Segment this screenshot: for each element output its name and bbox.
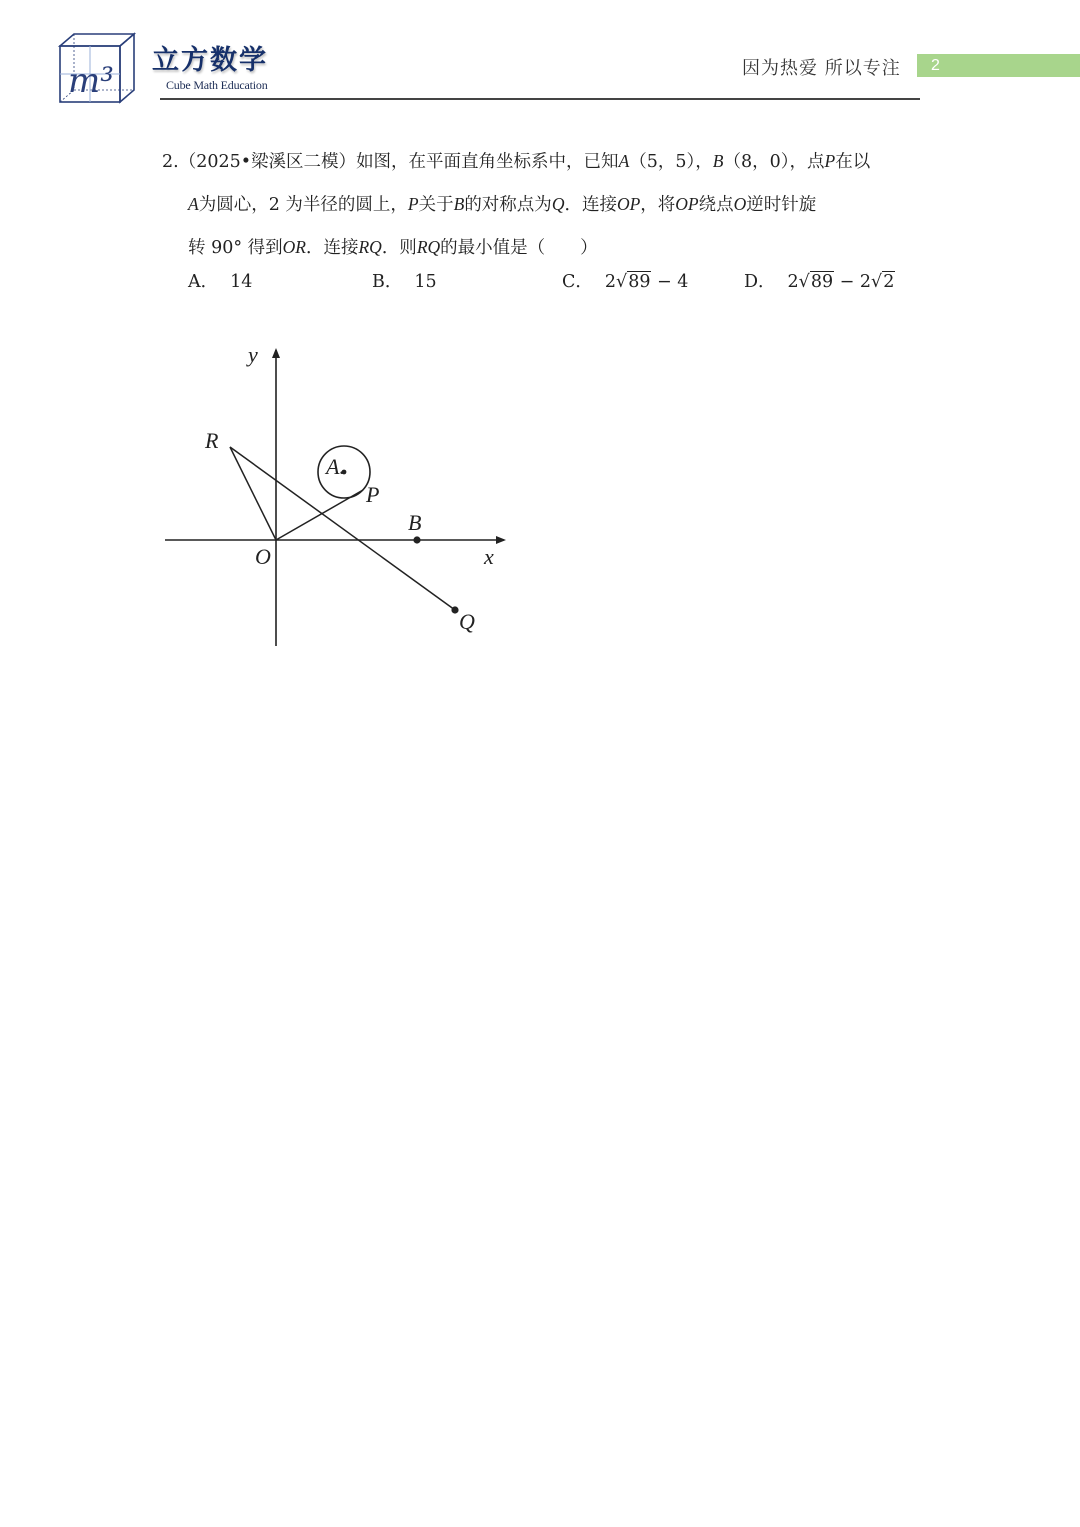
question-text: ．连接 (564, 195, 617, 215)
question-text: ．连接 (305, 238, 359, 258)
cube-logo-icon (56, 30, 136, 104)
question-block (162, 140, 922, 269)
coordinate-figure (160, 340, 520, 655)
logo-text: 立方数学 (152, 45, 268, 76)
y-axis-label: y (248, 342, 258, 367)
question-text: ．则 (381, 238, 417, 258)
question-line-2 (162, 183, 922, 226)
question-line-3 (162, 226, 922, 269)
point-a-ref: A (618, 151, 630, 171)
point-r-label: R (205, 428, 219, 453)
answer-options (188, 268, 928, 298)
point-p-ref: P (407, 194, 419, 214)
option-letter: A． (188, 272, 219, 292)
point-b-ref: B (453, 194, 465, 214)
segment-op (276, 490, 363, 540)
question-number: 2. (162, 152, 179, 172)
point-b-label: B (408, 510, 422, 535)
logo-subtitle: Cube Math Education (166, 78, 268, 92)
question-source: （2025•梁溪区二模） (178, 152, 357, 172)
question-text: 的对称点为 (464, 195, 552, 215)
point-b-dot (413, 536, 420, 543)
point-a-ref: A (188, 194, 199, 214)
option-value-suffix: − 2√ (834, 272, 883, 292)
question-text: 关于 (418, 195, 454, 215)
question-text: 在以 (835, 152, 871, 172)
origin-label: O (255, 544, 271, 569)
option-letter: D． (744, 272, 776, 292)
point-p-label: P (366, 482, 380, 507)
question-text: 绕点 (698, 195, 734, 215)
x-axis-label: x (484, 544, 494, 569)
option-c[interactable] (562, 268, 688, 293)
option-value-suffix: − 4 (651, 272, 689, 292)
option-value-prefix: 2√ (604, 272, 628, 292)
question-text: 为圆心，2 为半径的圆上， (198, 195, 408, 215)
question-text: 的最小值是（ ） (440, 238, 598, 258)
point-a-coords: （5，5）， (629, 152, 713, 172)
segment-rq-ref: RQ (358, 237, 382, 257)
header-rule (160, 98, 920, 100)
option-value-prefix: 2√ (787, 272, 810, 292)
logo-mark-text: m³ (68, 61, 114, 101)
question-text: 逆时针旋 (746, 195, 817, 215)
slogan: 因为热爱 所以专注 (742, 58, 901, 79)
point-b-coords: （8，0），点 (723, 152, 825, 172)
point-q-label: Q (459, 609, 475, 634)
option-letter: C． (562, 272, 593, 292)
option-b[interactable] (372, 268, 437, 293)
point-o-ref: O (733, 194, 747, 214)
segment-op-ref: OP (616, 194, 641, 214)
segment-or-ref: OR (282, 237, 306, 257)
option-d[interactable] (744, 268, 895, 293)
segment-or (230, 447, 276, 540)
option-a[interactable] (188, 268, 252, 293)
option-value: 15 (414, 272, 437, 292)
question-text: 如图，在平面直角坐标系中，已知 (356, 152, 619, 172)
point-a-label: A. (326, 454, 345, 479)
point-p-ref: P (824, 151, 836, 171)
question-text: 转 90° 得到 (188, 238, 283, 258)
point-q-ref: Q (551, 194, 565, 214)
option-radicand-2: 2 (883, 272, 895, 292)
point-q-dot (451, 606, 458, 613)
question-line-1 (162, 140, 922, 183)
question-text: ，将 (640, 195, 676, 215)
segment-op-ref: OP (675, 194, 699, 214)
option-radicand: 89 (628, 272, 651, 292)
option-letter: B． (372, 272, 403, 292)
page-number-badge: 2 (917, 54, 1080, 77)
point-b-ref: B (712, 151, 724, 171)
option-radicand: 89 (810, 272, 834, 292)
option-value: 14 (230, 272, 253, 292)
segment-rq-ref: RQ (416, 237, 441, 257)
